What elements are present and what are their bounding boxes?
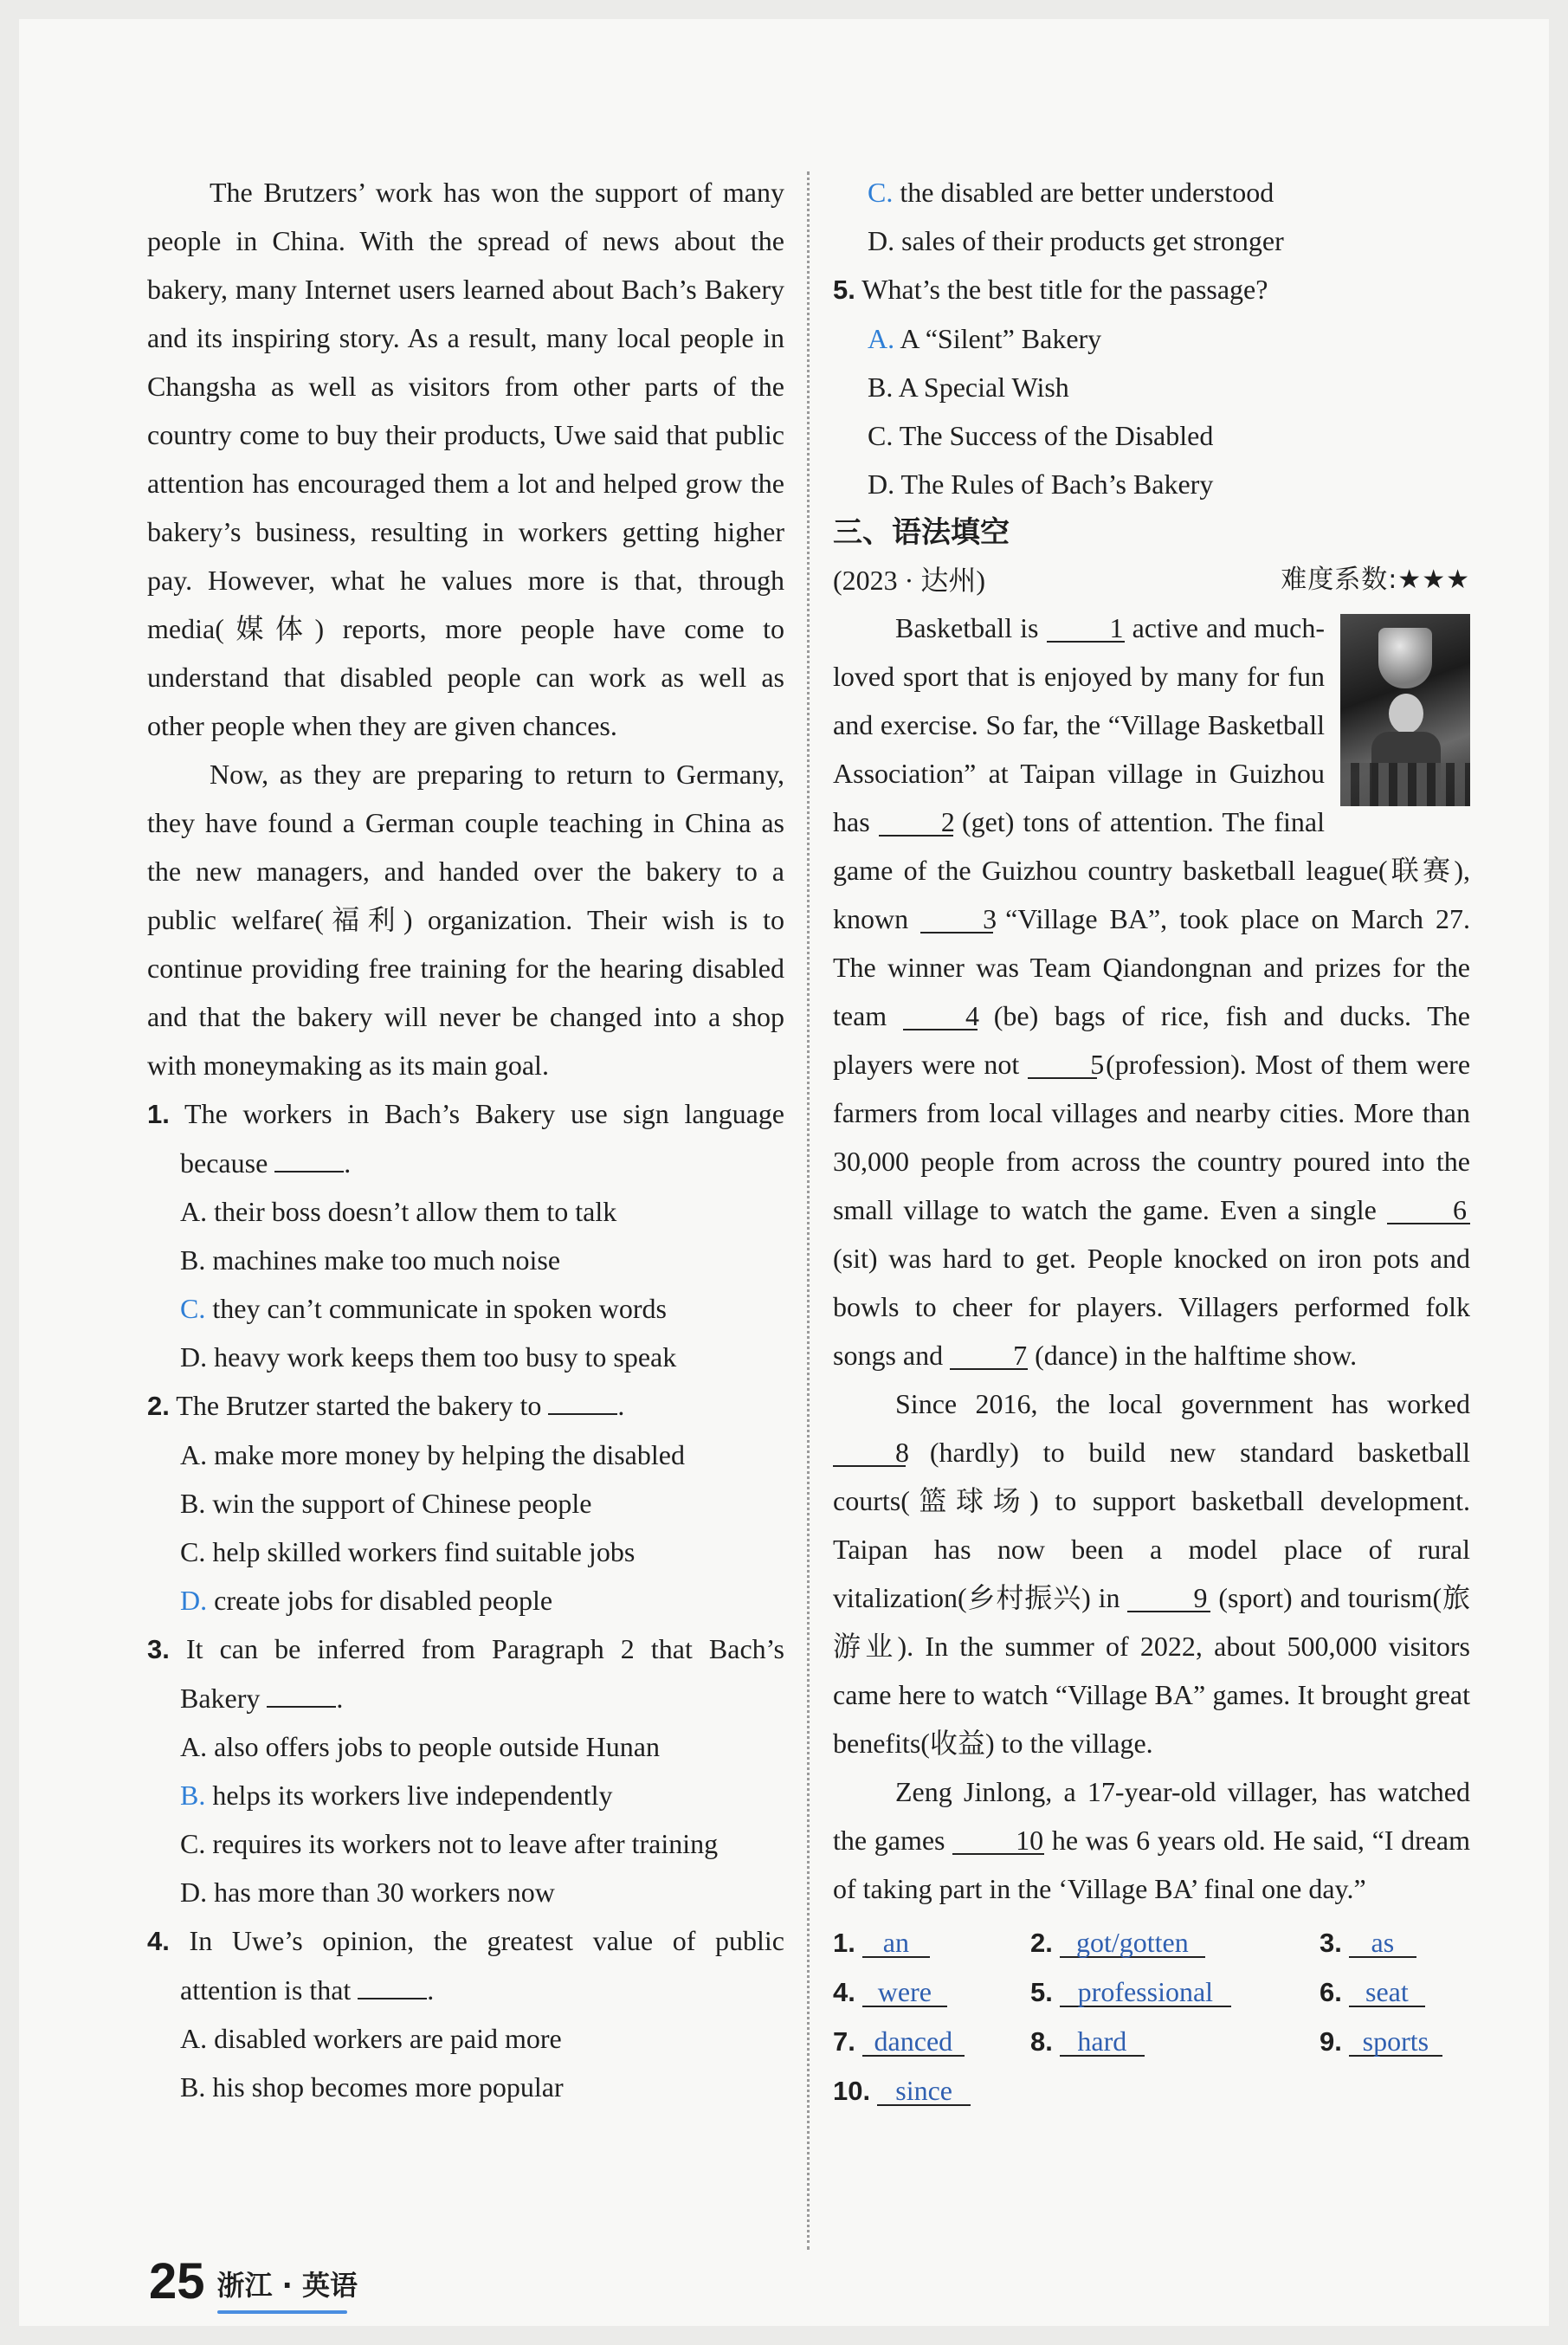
option-b <box>147 1771 784 1819</box>
passage-paragraph-4: Now, as they are preparing to return to Germany, they have found a German couple teaching in China as the new managers, and handed over the bakery to a public welfare(福利) organization. Their wish is to continue providing free training for the hearing disabled and that the bakery will never be changed into a shop with moneymaking as its main goal. <box>147 759 784 1081</box>
answer-value: hard <box>1060 2027 1145 2057</box>
source-line <box>833 557 1470 604</box>
text-run: Zeng Jinlong, a 17-year-old villager, has watched the games <box>833 1776 1470 1856</box>
question-stem: The workers in Bach’s Bakery use sign language because <box>180 1098 784 1179</box>
option-text: their boss doesn’t allow them to talk <box>214 1196 617 1227</box>
question-number: 1. <box>147 1099 170 1129</box>
answer-number: 10. <box>833 2076 871 2106</box>
passage-paragraph-3: The Brutzers’ work has won the support of many people in China. With the spread of news about the bakery, many Internet users learned about Bach’s Bakery and its inspiring story. As a result, many local people in Changsha as well as visitors from other parts of the country come to buy their products, Uwe said that public attention has encouraged them a lot and helped grow the bakery’s business, resulting in workers getting higher pay. However, what he values more is that, through media(媒体) reports, more people have come to understand that disabled people can work as well as other people when they are given chances. <box>147 177 784 741</box>
answer-value: an <box>862 1928 930 1958</box>
text-run: Basketball is <box>895 612 1039 643</box>
text-run: he was 6 years old. He said, “I dream of taking part in the ‘Village BA’ final one day.” <box>833 1825 1471 1904</box>
right-column <box>833 168 1470 2116</box>
question-number: 2. <box>147 1391 170 1421</box>
option-d <box>833 216 1470 265</box>
option-c <box>833 411 1470 460</box>
answer-number: 7. <box>833 2026 855 2057</box>
option-text: disabled workers are paid more <box>214 2023 562 2054</box>
question-stem: The Brutzer started the bakery to <box>176 1390 542 1421</box>
page-footer <box>149 2253 358 2309</box>
option-letter: A. <box>180 1731 208 1762</box>
text-run: “Village BA”, took place on March 27. The winner was Team Qiandongnan and prizes for the team <box>833 903 1471 1031</box>
question-end: . <box>344 1147 352 1179</box>
answer-number: 4. <box>833 1977 855 2007</box>
option-text: they can’t communicate in spoken words <box>212 1293 667 1324</box>
answer-blank <box>267 1680 336 1708</box>
option-a <box>147 1722 784 1771</box>
blank-5: 5 <box>1028 1051 1097 1079</box>
option-d <box>833 460 1470 508</box>
answer-item <box>1320 2017 1442 2066</box>
blank-10: 10 <box>952 1827 1044 1855</box>
option-a <box>833 314 1470 363</box>
option-letter-answer: C. <box>180 1293 206 1324</box>
option-letter: B. <box>180 1488 206 1519</box>
answer-value: were <box>862 1978 947 2007</box>
option-b <box>147 1236 784 1284</box>
text-run: (get) tons of attention. The final game of the Guizhou country basketball league(联赛), known <box>833 806 1470 934</box>
answer-value: sports <box>1349 2027 1442 2057</box>
answer-value: seat <box>1349 1978 1425 2007</box>
blank-2: 2 <box>879 809 953 837</box>
answer-number: 5. <box>1030 1977 1053 2007</box>
answer-blank <box>548 1387 617 1415</box>
option-b <box>833 363 1470 411</box>
answer-item <box>1030 2017 1320 2066</box>
option-d <box>147 1576 784 1625</box>
question-5 <box>833 265 1470 508</box>
text-run: (sport) and tourism(旅游业). In the summer of 2022, about 500,000 visitors came here to watch “Village BA” games. It brought great benefits(收益) to the village. <box>833 1582 1471 1759</box>
option-text: helps its workers live independently <box>212 1780 613 1811</box>
option-letter: C. <box>180 1536 206 1567</box>
question-stem: It can be inferred from Paragraph 2 that Bach’s Bakery <box>180 1633 785 1714</box>
option-text: requires its workers not to leave after training <box>212 1828 719 1859</box>
answer-row <box>833 2017 1470 2066</box>
answer-number: 1. <box>833 1928 855 1958</box>
option-b <box>147 1479 784 1528</box>
option-letter: D. <box>180 1877 208 1908</box>
answer-row <box>833 2066 1470 2116</box>
answer-number: 3. <box>1320 1928 1342 1958</box>
answer-item <box>1030 1967 1320 2017</box>
blank-3: 3 <box>920 906 993 933</box>
answer-item <box>833 2017 1030 2066</box>
answer-number: 9. <box>1320 2026 1342 2057</box>
blank-1: 1 <box>1047 615 1125 643</box>
blank-7: 7 <box>950 1342 1028 1370</box>
option-text: win the support of Chinese people <box>212 1488 592 1519</box>
option-text: his shop becomes more popular <box>212 2071 564 2103</box>
option-text: make more money by helping the disabled <box>214 1439 685 1470</box>
option-text: A Special Wish <box>898 371 1069 403</box>
option-c <box>147 1819 784 1868</box>
difficulty-rating: 难度系数:★★★ <box>1281 565 1470 595</box>
basketball-trophy-photo <box>1340 614 1470 806</box>
text-run: active and much-loved sport that is enjoyed by many for fun and exercise. So far, the “Village Basketball Association” at Taipan village in Guizhou has <box>833 612 1325 837</box>
option-a <box>147 1431 784 1479</box>
option-letter: D. <box>868 468 895 500</box>
answer-row <box>833 1967 1470 2017</box>
workbook-page <box>19 19 1549 2326</box>
trophy-shape <box>1378 628 1432 688</box>
answer-item <box>1030 1918 1320 1967</box>
question-2 <box>147 1381 784 1625</box>
option-letter-answer: A. <box>868 323 895 354</box>
blank-4: 4 <box>903 1003 978 1030</box>
option-letter: D. <box>868 225 895 256</box>
option-letter: C. <box>180 1828 206 1859</box>
option-text: create jobs for disabled people <box>214 1585 553 1616</box>
option-a <box>147 2014 784 2063</box>
page-number: 25 <box>149 2253 205 2309</box>
text-run: (profession). Most of them were farmers from local villages and nearby cities. More than 30,000 people from across the country poured into the small village to watch the game. Even a single <box>833 1049 1471 1225</box>
question-stem: What’s the best title for the passage? <box>861 274 1268 305</box>
option-letter: D. <box>180 1341 208 1373</box>
text-run: (sit) was hard to get. People knocked on iron pots and bowls to cheer for players. Villagers performed folk songs and <box>833 1243 1470 1371</box>
grammar-paragraph-1 <box>833 604 1470 1379</box>
text-run: (dance) in the halftime show. <box>1035 1340 1358 1371</box>
text-run: (be) bags of rice, fish and ducks. The players were not <box>833 1000 1471 1080</box>
option-letter: A. <box>180 2023 208 2054</box>
option-text: The Success of the Disabled <box>899 420 1214 451</box>
text-run: (hardly) to build new standard basketball courts(篮球场) to support basketball development. Taipan has now been a model place of rural vitalization(乡村振兴) in <box>833 1437 1471 1613</box>
option-a <box>147 1187 784 1236</box>
answer-number: 8. <box>1030 2026 1053 2057</box>
option-text: help skilled workers find suitable jobs <box>212 1536 636 1567</box>
answer-item <box>1320 1918 1416 1967</box>
answer-key <box>833 1918 1470 2116</box>
option-c <box>833 168 1470 216</box>
player-head <box>1389 694 1423 733</box>
option-text: sales of their products get stronger <box>901 225 1284 256</box>
subject-label: 浙江 · 英语 <box>217 2264 358 2303</box>
blank-6: 6 <box>1387 1197 1470 1224</box>
grammar-paragraph-2 <box>833 1379 1470 1767</box>
option-c <box>147 1284 784 1333</box>
answer-value: got/gotten <box>1060 1928 1205 1958</box>
text-run: Since 2016, the local government has worked <box>895 1388 1470 1419</box>
answer-value: professional <box>1060 1978 1231 2007</box>
question-1 <box>147 1089 784 1381</box>
question-number: 3. <box>147 1634 170 1664</box>
answer-item <box>833 1918 1030 1967</box>
option-c <box>147 1528 784 1576</box>
option-letter: C. <box>868 420 894 451</box>
option-text: machines make too much noise <box>212 1244 561 1276</box>
option-text: also offers jobs to people outside Hunan <box>214 1731 660 1762</box>
option-d <box>147 1333 784 1381</box>
option-letter: B. <box>180 1244 206 1276</box>
answer-blank <box>274 1145 344 1172</box>
option-text: The Rules of Bach’s Bakery <box>900 468 1214 500</box>
question-number: 4. <box>147 1926 170 1956</box>
option-d <box>147 1868 784 1916</box>
crowd-shape <box>1340 763 1470 806</box>
source-label: (2023 · 达州) <box>833 565 985 596</box>
section-title: 三、语法填空 <box>833 515 1010 550</box>
answer-number: 6. <box>1320 1977 1342 2007</box>
option-letter: B. <box>868 371 894 403</box>
option-letter-answer: B. <box>180 1780 206 1811</box>
blank-9: 9 <box>1127 1585 1210 1612</box>
option-letter: A. <box>180 1439 208 1470</box>
left-column <box>147 168 784 2111</box>
blank-8: 8 <box>833 1439 906 1467</box>
question-4 <box>147 1916 784 2111</box>
column-divider <box>807 171 810 2250</box>
option-letter: B. <box>180 2071 206 2103</box>
answer-blank <box>358 1972 427 1999</box>
option-text: the disabled are better understood <box>900 177 1274 208</box>
answer-item <box>833 2066 971 2116</box>
question-3 <box>147 1625 784 1916</box>
question-end: . <box>427 1974 435 2006</box>
grammar-paragraph-3 <box>833 1767 1470 1913</box>
question-end: . <box>336 1683 344 1714</box>
question-end: . <box>617 1390 625 1421</box>
question-stem: In Uwe’s opinion, the greatest value of public attention is that <box>180 1925 785 2006</box>
option-text: A “Silent” Bakery <box>900 323 1102 354</box>
option-letter-answer: D. <box>180 1585 208 1616</box>
answer-value: danced <box>862 2027 965 2057</box>
option-letter-answer: C. <box>868 177 894 208</box>
answer-value: as <box>1349 1928 1416 1958</box>
answer-item <box>833 1967 1030 2017</box>
question-number: 5. <box>833 275 855 305</box>
option-b <box>147 2063 784 2111</box>
answer-number: 2. <box>1030 1928 1053 1958</box>
option-text: heavy work keeps them too busy to speak <box>214 1341 677 1373</box>
answer-row <box>833 1918 1470 1967</box>
answer-item <box>1320 1967 1425 2017</box>
answer-value: since <box>877 2077 971 2106</box>
option-letter: A. <box>180 1196 208 1227</box>
option-text: has more than 30 workers now <box>214 1877 555 1908</box>
